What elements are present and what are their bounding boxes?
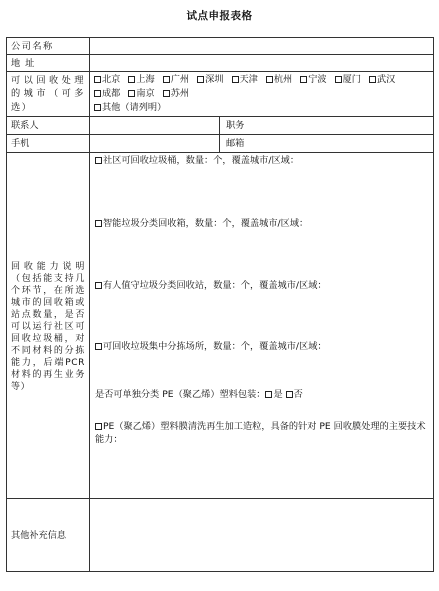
- contact-field[interactable]: [90, 117, 220, 135]
- address-label: 地 址: [7, 55, 90, 72]
- checkbox-icon[interactable]: [197, 76, 204, 83]
- checkbox-icon[interactable]: [95, 282, 102, 289]
- row-other-info: [7, 499, 434, 572]
- position-label: 职务: [226, 120, 245, 131]
- company-name-label: 公司名称: [7, 38, 90, 55]
- other-info-label: 其他补充信息: [7, 499, 90, 572]
- checkbox-icon[interactable]: [95, 343, 102, 350]
- checkbox-icon[interactable]: [265, 391, 272, 398]
- cities-label: 可以回收处理的城市（可多选）: [7, 72, 90, 117]
- capability-item-smart-boxes[interactable]: 智能垃圾分类回收箱，数量：个，覆盖城市/区域：: [95, 217, 427, 230]
- city-option[interactable]: 深圳: [197, 73, 223, 87]
- phone-label: 手机: [7, 135, 90, 153]
- city-option[interactable]: 上海: [128, 73, 154, 87]
- checkbox-icon[interactable]: [369, 76, 376, 83]
- checkbox-icon[interactable]: [95, 157, 102, 164]
- city-option[interactable]: 杭州: [266, 73, 292, 87]
- capability-label-text: 回收能力说明（包括能支持几个环节，在所选城市的回收箱或站点数量，是否可以运行社区可回收垃圾桶，对不同材料的分拣能力，后端PCR材料的再生业务等）: [11, 261, 85, 392]
- checkbox-icon[interactable]: [300, 76, 307, 83]
- phone-field[interactable]: [90, 135, 220, 153]
- checkbox-icon[interactable]: [286, 391, 293, 398]
- city-option[interactable]: 宁波: [300, 73, 326, 87]
- city-option[interactable]: 天津: [232, 73, 258, 87]
- checkbox-icon[interactable]: [94, 76, 101, 83]
- capability-item-community-bins[interactable]: 社区可回收垃圾桶，数量：个，覆盖城市/区域：: [95, 154, 427, 167]
- checkbox-icon[interactable]: [128, 76, 135, 83]
- address-field[interactable]: [90, 55, 434, 72]
- cities-options: [90, 72, 434, 117]
- city-option-other[interactable]: 其他（请列明）: [94, 101, 166, 115]
- city-option[interactable]: 广州: [163, 73, 189, 87]
- row-contact: [7, 117, 434, 135]
- capability-label: [7, 153, 90, 499]
- checkbox-icon[interactable]: [232, 76, 239, 83]
- checkbox-icon[interactable]: [128, 90, 135, 97]
- contact-label: 联系人: [7, 117, 90, 135]
- row-capability: [7, 153, 434, 499]
- capability-item-staffed-stations[interactable]: 有人值守垃圾分类回收站，数量：个，覆盖城市/区域：: [95, 279, 427, 292]
- row-cities: [7, 72, 434, 117]
- city-option[interactable]: 北京: [94, 73, 120, 87]
- checkbox-icon[interactable]: [266, 76, 273, 83]
- email-label: 邮箱: [226, 138, 245, 149]
- capability-item-pe-film-recycling[interactable]: PE（聚乙烯）塑料膜清洗再生加工造粒，具备的针对 PE 回收膜处理的主要技术能力：: [95, 421, 426, 445]
- application-form-table: [6, 37, 434, 572]
- other-info-field[interactable]: [90, 499, 434, 572]
- checkbox-icon[interactable]: [335, 76, 342, 83]
- email-cell[interactable]: [220, 135, 434, 153]
- row-company-name: [7, 38, 434, 55]
- city-option[interactable]: 厦门: [335, 73, 361, 87]
- city-option[interactable]: 成都: [94, 87, 120, 101]
- page-title: 试点申报表格: [186, 10, 253, 22]
- checkbox-icon[interactable]: [163, 76, 170, 83]
- capability-answers: [90, 153, 434, 499]
- checkbox-icon[interactable]: [95, 423, 102, 430]
- checkbox-icon[interactable]: [163, 90, 170, 97]
- city-option[interactable]: 武汉: [369, 73, 395, 87]
- checkbox-icon[interactable]: [94, 104, 101, 111]
- city-option[interactable]: 苏州: [163, 87, 189, 101]
- row-address: [7, 55, 434, 72]
- position-cell[interactable]: [220, 117, 434, 135]
- capability-item-pe-separation: 是否可单独分类 PE（聚乙烯）塑料包装： 是 否: [95, 389, 303, 400]
- row-phone: [7, 135, 434, 153]
- option-no[interactable]: 否: [286, 389, 303, 400]
- option-yes[interactable]: 是: [265, 389, 282, 400]
- checkbox-icon[interactable]: [95, 220, 102, 227]
- capability-item-sorting-sites[interactable]: 可回收垃圾集中分拣场所，数量：个，覆盖城市/区域：: [95, 340, 427, 353]
- city-option[interactable]: 南京: [128, 87, 154, 101]
- company-name-field[interactable]: [90, 38, 434, 55]
- checkbox-icon[interactable]: [94, 90, 101, 97]
